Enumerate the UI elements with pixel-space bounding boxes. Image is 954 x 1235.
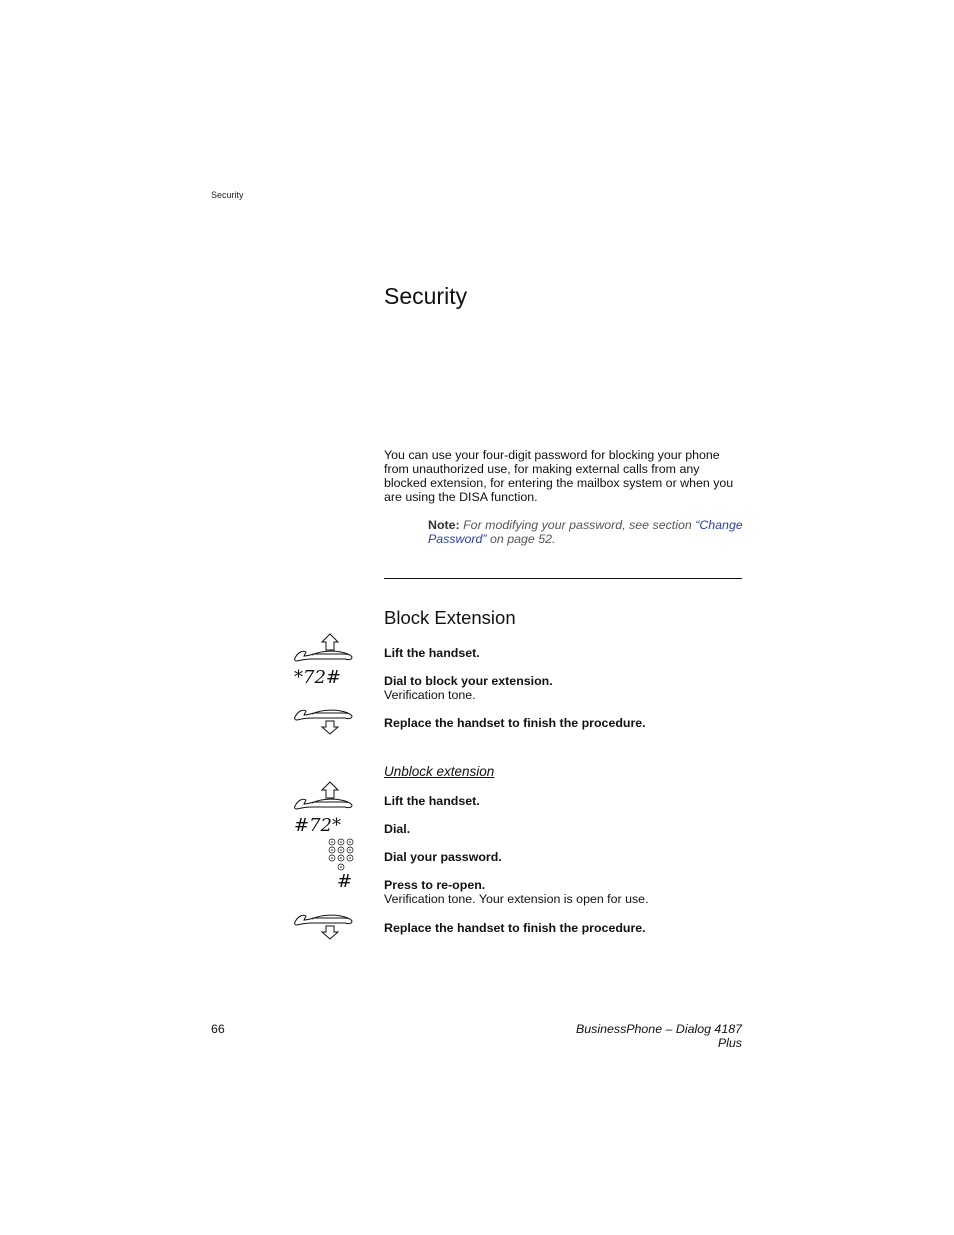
unblock-step-5 <box>384 921 764 935</box>
step-detail: Verification tone. <box>384 688 476 702</box>
handset-replace-icon <box>292 707 356 735</box>
block-step-3 <box>384 716 764 730</box>
block-step-1 <box>384 646 764 660</box>
step-detail: Verification tone. Your extension is open for use. <box>384 892 649 906</box>
section-divider <box>384 578 742 579</box>
handset-lift-icon <box>292 780 356 810</box>
page-title: Security <box>384 283 468 309</box>
unblock-extension-title: Unblock extension <box>384 764 495 779</box>
unblock-step-2 <box>384 822 764 836</box>
unblock-step-4 <box>384 878 764 906</box>
page-number: 66 <box>211 1022 225 1036</box>
code-unblock-extension: #72* <box>294 815 341 836</box>
block-extension-title: Block Extension <box>384 607 516 628</box>
footer-doc-title: BusinessPhone – Dialog 4187 Plus <box>575 1022 742 1050</box>
step-instruction: Replace the handset to finish the procedure. <box>384 716 646 730</box>
keypad-icon <box>328 838 354 872</box>
running-head: Security <box>211 190 244 200</box>
step-instruction: Dial. <box>384 822 411 836</box>
change-password-link[interactable]: “Change Password” <box>428 518 743 546</box>
note-suffix: on page 52. <box>486 532 556 546</box>
note-text: For modifying your password, see section <box>459 518 696 532</box>
unblock-step-1 <box>384 794 764 808</box>
handset-lift-icon <box>292 632 356 662</box>
block-step-2 <box>384 674 764 702</box>
handset-replace-icon <box>292 912 356 940</box>
step-instruction: Lift the handset. <box>384 794 480 808</box>
step-instruction: Replace the handset to finish the procedure. <box>384 921 646 935</box>
code-hash: # <box>337 871 353 892</box>
code-block-extension: *72# <box>294 667 341 688</box>
unblock-step-3 <box>384 850 764 864</box>
step-instruction: Dial to block your extension. <box>384 674 553 688</box>
step-instruction: Dial your password. <box>384 850 502 864</box>
intro-paragraph: You can use your four-digit password for blocking your phone from unauthorized use, for making external calls from any blocked extension, for entering the mailbox system or when you are using the DISA function. <box>384 448 734 504</box>
note <box>428 518 748 546</box>
step-instruction: Lift the handset. <box>384 646 480 660</box>
note-label: Note: <box>428 518 460 532</box>
step-instruction: Press to re-open. <box>384 878 486 892</box>
